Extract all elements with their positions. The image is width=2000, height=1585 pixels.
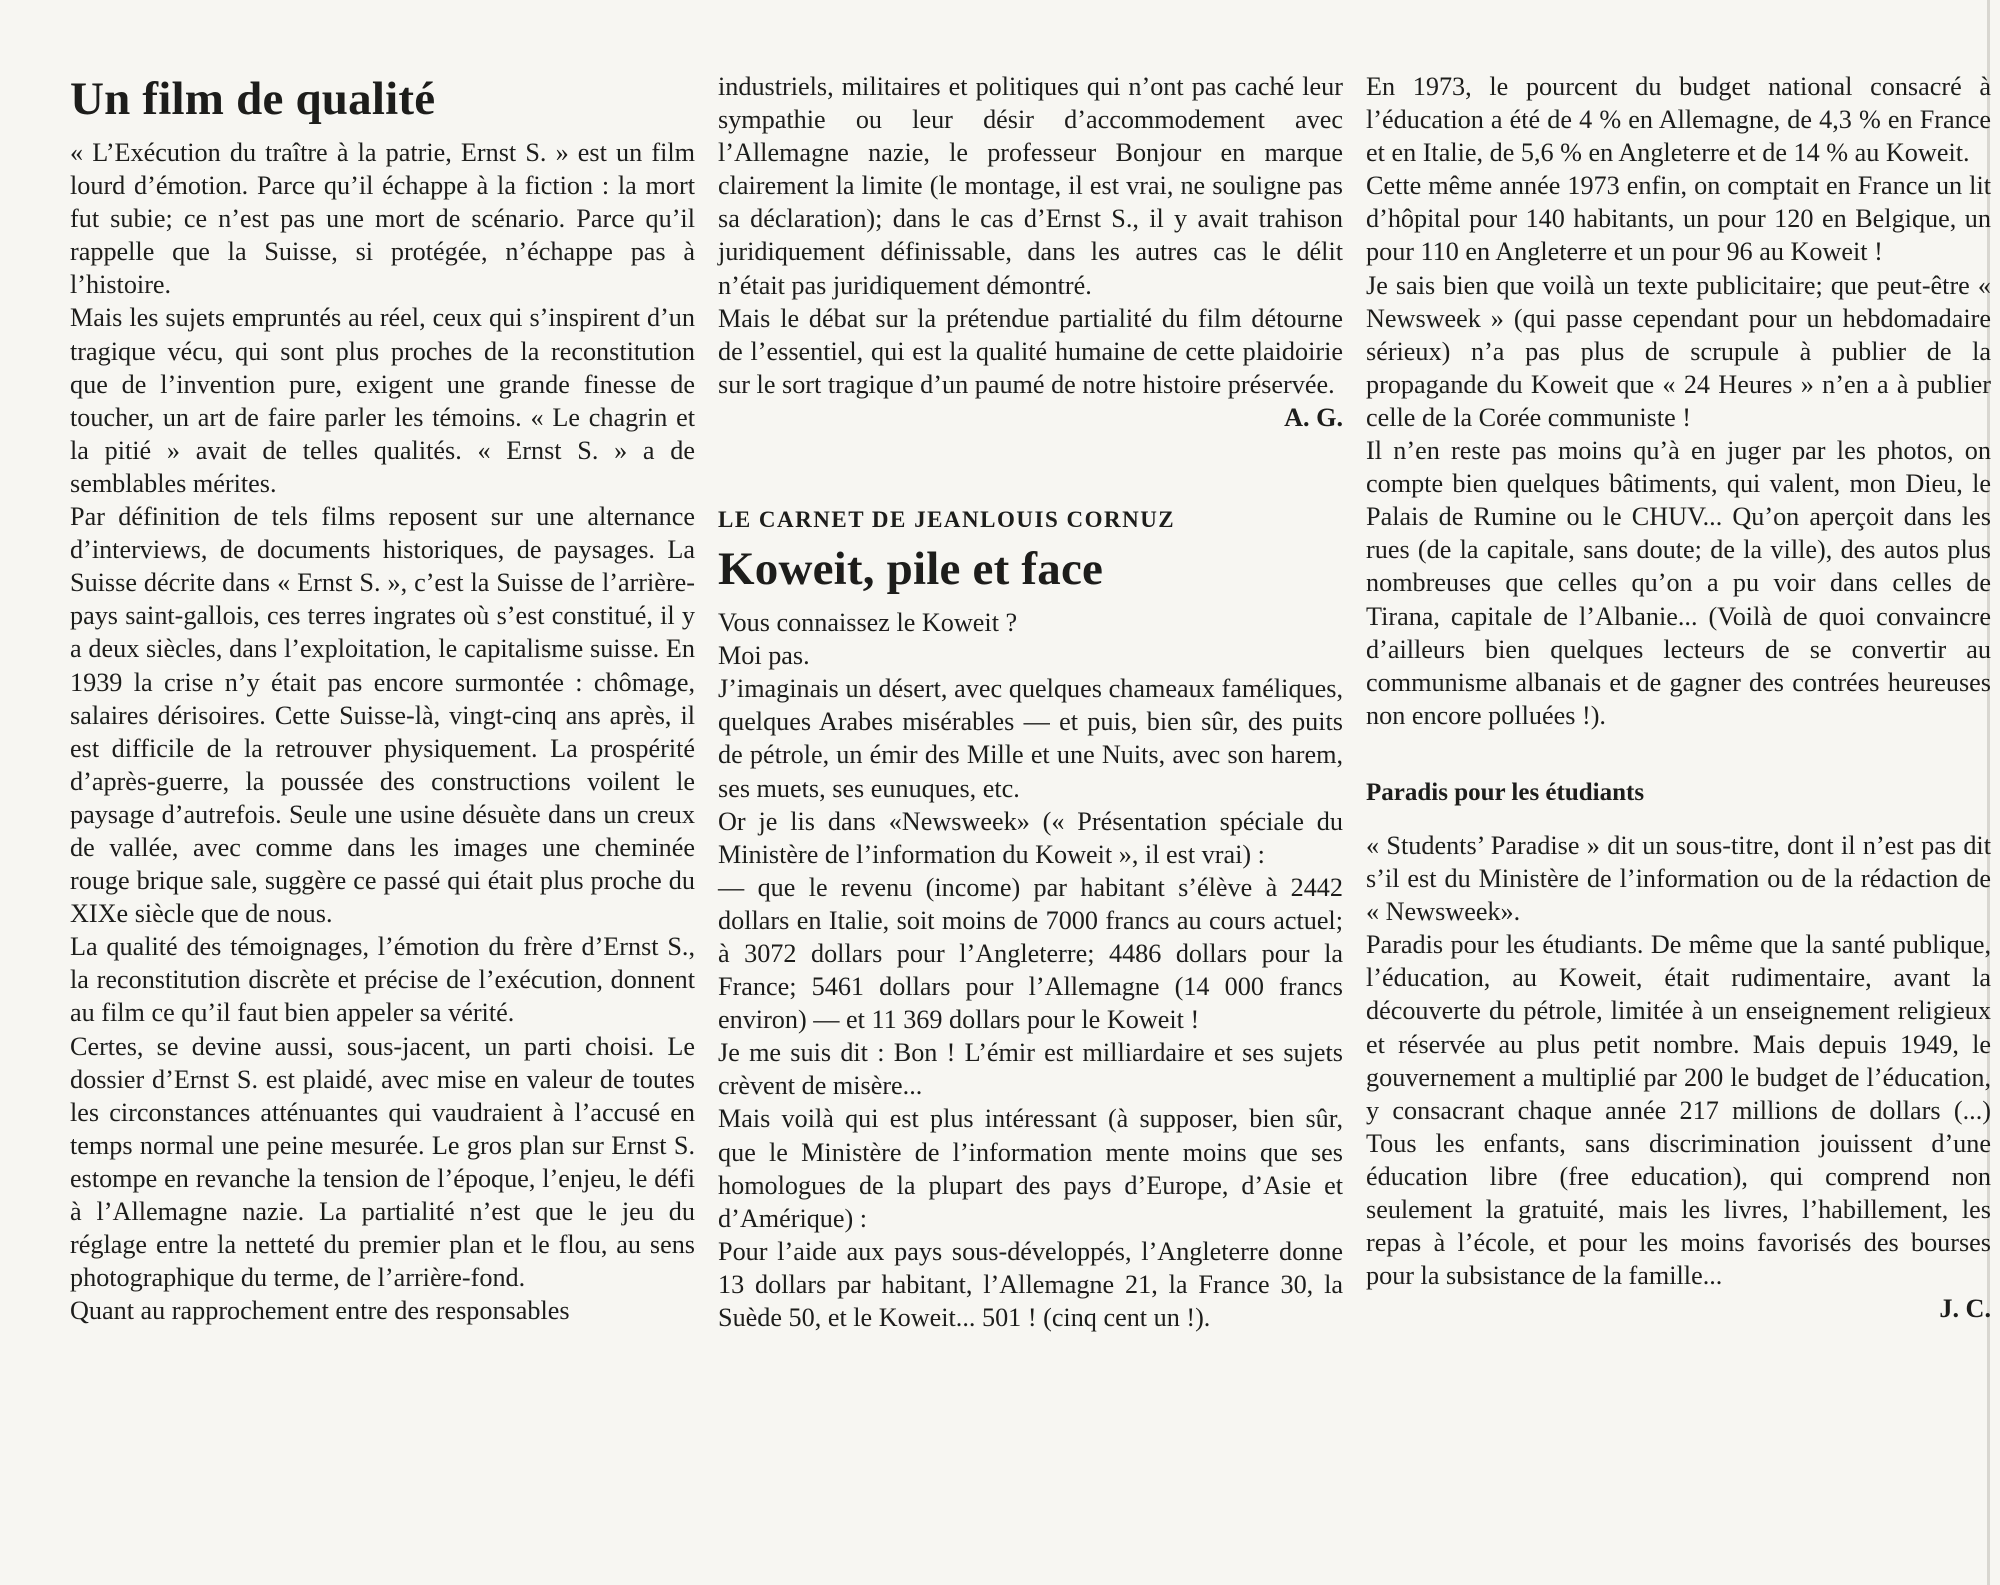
paragraph: Quant au rapprochement entre des responsables [70, 1296, 570, 1326]
column-1 [70, 68, 695, 1327]
paragraph: — que le revenu (income) par habitant s’élève à 2442 dollars en Italie, soit moins de 7000 francs au cours actuel; à 3072 dollars pour l’Angleterre; 4486 dollars pour la France; 5461 dollars pour l’Allemagne (14 000 francs environ) — et 11 369 dollars pour le Koweit ! [718, 872, 1343, 1035]
paragraph: Vous connaissez le Koweit ? [718, 608, 1018, 638]
column-3 [1366, 70, 1991, 1325]
paragraph: Mais les sujets empruntés au réel, ceux qui s’inspirent d’un tragique vécu, qui sont plus proches de la reconstitution que de l’invention pure, exigent une grande finesse de toucher, un art de faire parler les témoins. « Le chagrin et la pitié » avait de telles qualités. « Ernst S. » a de semblables mérites. [70, 303, 695, 498]
signature-jc: J. C. [1939, 1294, 1991, 1324]
paragraph: Je me suis dit : Bon ! L’émir est milliardaire et ses sujets crèvent de misère... [718, 1038, 1343, 1101]
paragraph: La qualité des témoignages, l’émotion du frère d’Ernst S., la reconstitution discrète et précise de l’exécution, donnent au film ce qu’il faut bien appeler sa vérité. [70, 932, 695, 1028]
paragraph: Moi pas. [718, 641, 810, 671]
paragraph: « Students’ Paradise » dit un sous-titre, dont il n’est pas dit s’il est du Ministère de l’information ou de la rédaction de « Newsweek». [1366, 830, 1991, 927]
paragraph: industriels, militaires et politiques qui n’ont pas caché leur sympathie ou leur désir d’accommodement avec l’Allemagne nazie, le professeur Bonjour en marque clairement la limite (le montage, il est vrai, ne souligne pas sa déclaration); dans le cas d’Ernst S., il y avait trahison juridiquement définissable, dans les autres cas le délit n’était pas juridiquement démontré. [718, 72, 1343, 300]
paragraph: J’imaginais un désert, avec quelques chameaux faméliques, quelques Arabes misérables — et puis, bien sûr, des puits de pétrole, un émir des Mille et une Nuits, avec son harem, ses muets, ses eunuques, etc. [718, 674, 1343, 803]
column-kicker: LE CARNET DE JEANLOUIS CORNUZ [718, 507, 1176, 533]
paragraph: En 1973, le pourcent du budget national consacré à l’éducation a été de 4 % en Allemagne, de 4,3 % en France et en Italie, de 5,6 % en Angleterre et de 14 % au Koweit. [1366, 72, 1991, 168]
paragraph: Or je lis dans «Newsweek» (« Présentation spéciale du Ministère de l’information du Koweit », il est vrai) : [718, 806, 1343, 869]
paragraph: Pour l’aide aux pays sous-développés, l’Angleterre donne 13 dollars par habitant, l’Allemagne 21, la France 30, la Suède 50, et le Koweit... 501 ! (cinq cent un !). [718, 1236, 1343, 1332]
article-title-koweit: Koweit, pile et face [718, 543, 1104, 596]
paragraph: Cette même année 1973 enfin, on comptait en France un lit d’hôpital pour 140 habitants, un pour 120 en Belgique, un pour 110 en Angleterre et un pour 96 au Koweit ! [1366, 171, 1991, 267]
paragraph: Par définition de tels films reposent sur une alternance d’interviews, de documents historiques, de paysages. La Suisse décrite dans « Ernst S. », c’est la Suisse de l’arrière-pays saint-gallois, ces terres ingrates où s’est constitué, il y a deux siècles, dans l’exploitation, le capitalisme suisse. En 1939 la crise n’y était pas encore surmontée : chômage, salaires dérisoires. Cette Suisse-là, vingt-cinq ans après, il est difficile de la retrouver physiquement. La prospérité d’après-guerre, la poussée des constructions voilent le paysage d’autrefois. Seule une usine désuète dans un creux de vallée, avec comme dans les images une cheminée rouge brique sale, suggère ce passé qui était plus proche du XIXe siècle que de nous. [70, 502, 695, 929]
paragraph: Mais le débat sur la prétendue partialité du film détourne de l’essentiel, qui est la qualité humaine de cette plaidoirie sur le sort tragique d’un paumé de notre histoire préservée. [718, 303, 1343, 399]
paragraph: Je sais bien que voilà un texte publicitaire; que peut-être « Newsweek » (qui passe cependant pour un hebdomadaire sérieux) n’a pas plus de scrupule à publier de la propagande du Koweit que « 24 Heures » n’en a à publier celle de la Corée communiste ! [1366, 270, 1991, 432]
paragraph: Mais voilà qui est plus intéressant (à supposer, bien sûr, que le Ministère de l’information mente moins que ses homologues de la plupart des pays d’Europe, d’Asie et d’Amérique) : [718, 1104, 1343, 1233]
paragraph: Il n’en reste pas moins qu’à en juger par les photos, on compte bien quelques bâtiments, qui valent, mon Dieu, le Palais de Rumine ou le CHUV... Qu’on aperçoit dans les rues (de la capitale, sans doute; de la ville), des autos plus nombreuses que celles qu’on a pu voir dans celles de Tirana, capitale de l’Albanie... (Voilà de quoi convaincre d’ailleurs bien quelques lecteurs de se convertir au communisme albanais et de gagner des contrées heureuses non encore polluées !). [1366, 436, 1991, 730]
section-subhead: Paradis pour les étudiants [1366, 778, 1645, 806]
paragraph: Paradis pour les étudiants. De même que la santé publique, l’éducation, au Koweit, était rudimentaire, avant la découverte du pétrole, limitée à un enseignement religieux et réservée au plus petit nombre. Mais depuis 1949, le gouvernement a multiplié par 200 le budget de l’éducation, y consacrant chaque année 217 millions de dollars (...) Tous les enfants, sans discrimination jouissent d’une éducation libre (free education), qui comprend non seulement la gratuité, mais les livres, l’habillement, les repas à l’école, et pour les moins favorisés des bourses pour la subsistance de la famille... [1366, 930, 1991, 1291]
signature-ag: A. G. [1284, 402, 1343, 432]
column-2 [718, 70, 1343, 1334]
paragraph: « L’Exécution du traître à la patrie, Ernst S. » est un film lourd d’émotion. Parce qu’il échappe à la fiction : la mort fut subie; ce n’est pas une mort de scénario. Parce qu’il rappelle que la Suisse, si protégée, n’échappe pas à l’histoire. [70, 138, 695, 300]
article-title-film: Un film de qualité [70, 73, 436, 125]
paragraph: Certes, se devine aussi, sous-jacent, un parti choisi. Le dossier d’Ernst S. est plaidé, avec mise en valeur de toutes les circonstances atténuantes qui vaudraient à l’accusé en temps normal une peine mesurée. Le gros plan sur Ernst S. estompe en revanche la tension de l’époque, l’enjeu, le défi à l’Allemagne nazie. La partialité n’est que le jeu du réglage entre la netteté du premier plan et le flou, au sens photographique du terme, de l’arrière-fond. [70, 1031, 695, 1293]
